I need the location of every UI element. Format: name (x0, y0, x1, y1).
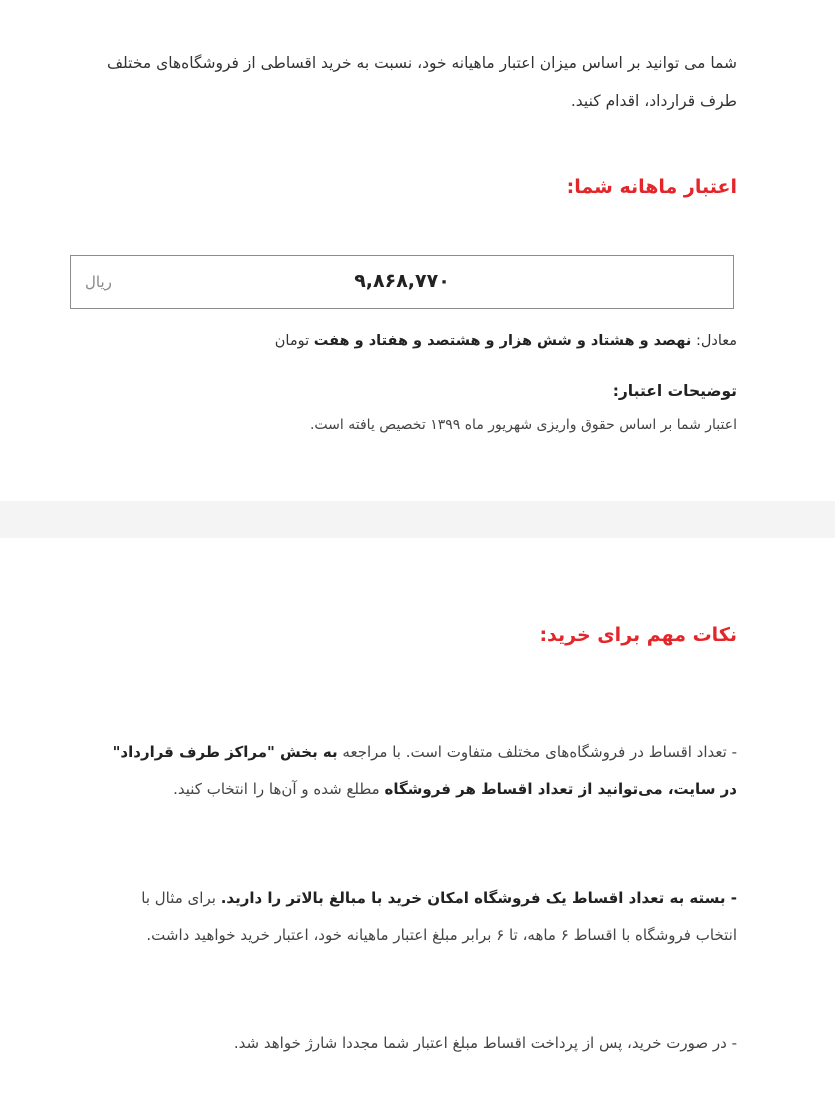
tip-higher-amounts (97, 880, 737, 954)
credit-amount-value: ۹,۸۶۸,۷۷۰ (354, 270, 450, 292)
tip1-text-a: - تعداد اقساط در فروشگاه‌های مختلف متفاوت است. با مراجعه (337, 743, 737, 761)
monthly-credit-heading: اعتبار ماهانه شما: (566, 176, 737, 198)
credit-equivalent (77, 333, 737, 349)
equivalent-suffix: تومان (274, 333, 310, 349)
equivalent-prefix: معادل: (695, 333, 737, 349)
section-divider-band (0, 501, 835, 538)
tip1-bold: به بخش "مراکز طرف قرارداد" در سایت، می‌توانید از تعداد اقساط هر فروشگاه (112, 743, 737, 798)
tip1-text-b: مطلع شده و آن‌ها را انتخاب کنید. (173, 780, 385, 798)
equivalent-words: نهصد و هشتاد و شش هزار و هشتصد و هفتاد و هفت (313, 333, 692, 349)
tip2-text: برای مثال با انتخاب فروشگاه با اقساط ۶ ماهه، تا ۶ برابر مبلغ اعتبار ماهیانه خود، اعتبار خرید خواهید داشت. (141, 889, 737, 944)
tip-recharge: - در صورت خرید، پس از پرداخت اقساط مبلغ اعتبار شما مجددا شارژ خواهد شد. (233, 1034, 737, 1052)
credit-unit-label: ریال (85, 273, 112, 291)
purchase-tips-heading: نکات مهم برای خرید: (539, 624, 737, 646)
credit-amount-field (70, 255, 734, 309)
tip-installments (97, 734, 737, 808)
tip2-bold: - بسته به تعداد اقساط یک فروشگاه امکان خرید با مبالغ بالاتر را دارید. (220, 889, 737, 907)
credit-description-title: توضیحات اعتبار: (612, 382, 737, 400)
intro-text: شما می توانید بر اساس میزان اعتبار ماهیانه خود، نسبت به خرید اقساطی از فروشگاه‌های مختلف طرف قرارداد، اقدام کنید. (107, 54, 737, 110)
credit-description-text: اعتبار شما بر اساس حقوق واریزی شهریور ماه ۱۳۹۹ تخصیص یافته است. (309, 417, 737, 433)
